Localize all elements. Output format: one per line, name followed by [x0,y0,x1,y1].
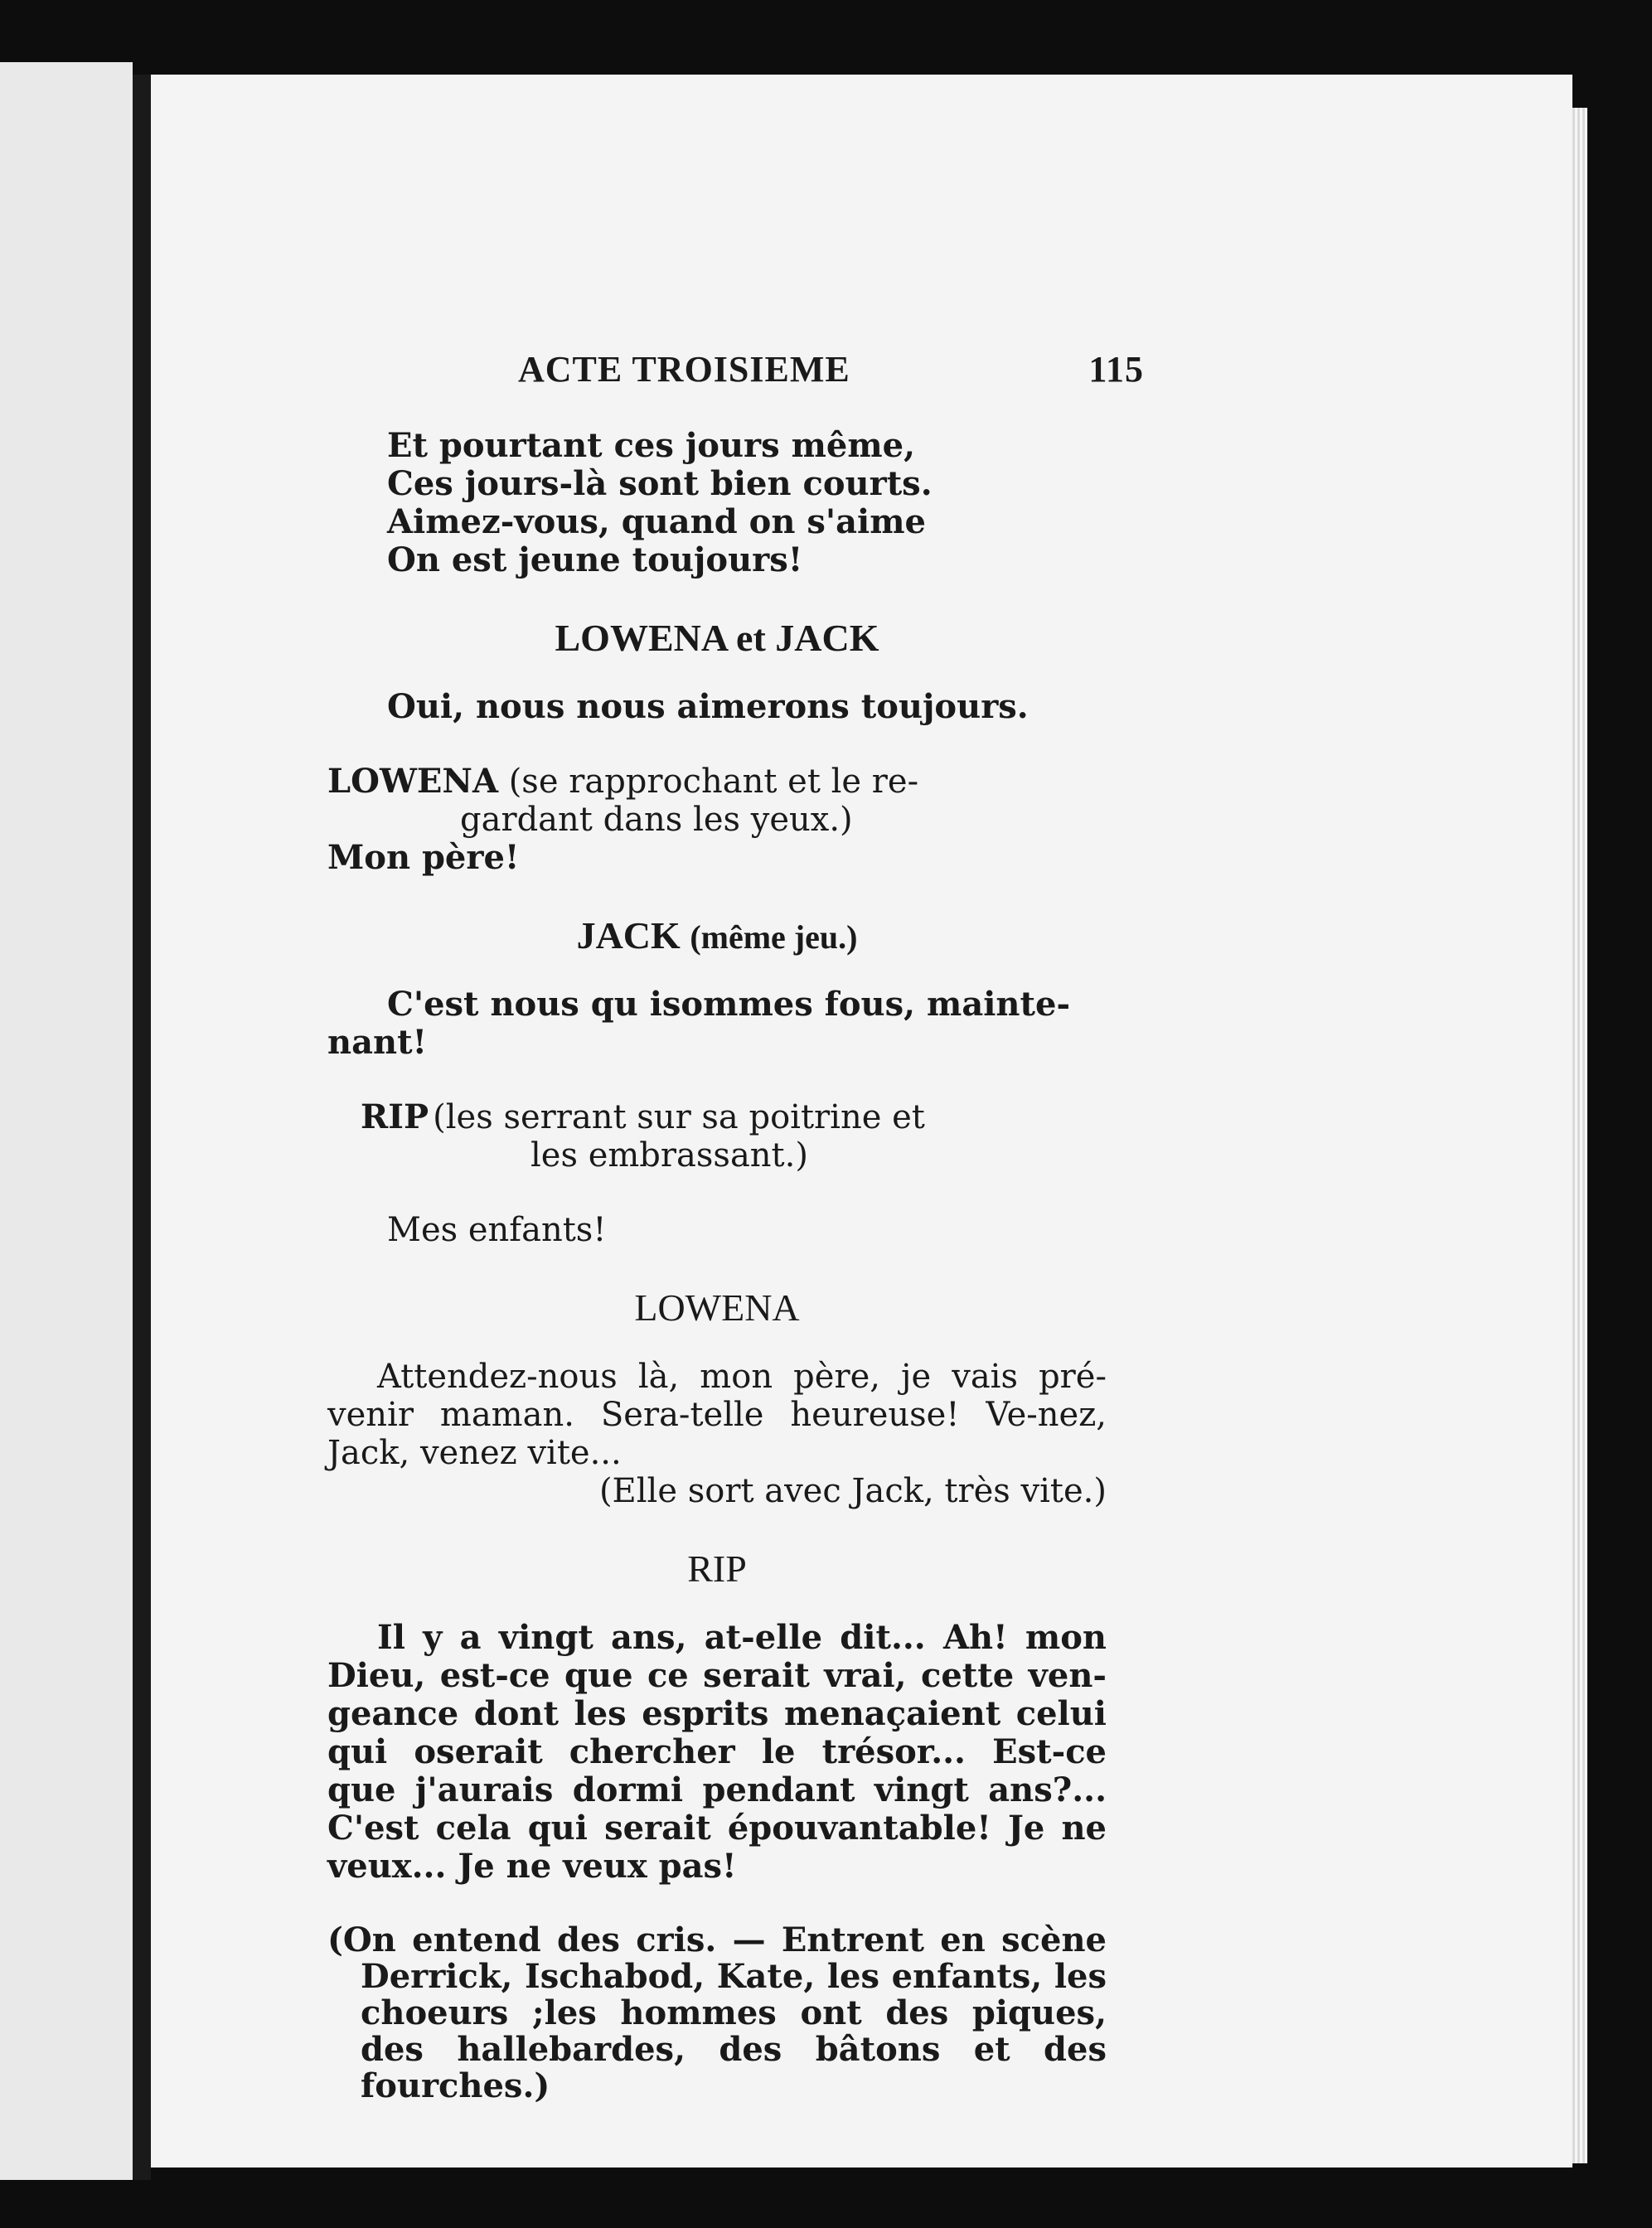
running-header [518,348,1144,390]
dialogue-paragraph: Il y a vingt ans, at-elle dit... Ah! mon Dieu, est-ce que ce serait vrai, cette ven-geance dont les esprits menaçaient celui qui oserait chercher le trésor... Est-ce que j'aurais dormi pendant vingt ans?... C'est cela qui serait épouvantable! Je ne veux... Je ne veux pas! [327,1618,1107,1886]
speaker-name: LOWENA [327,762,498,801]
dialogue-line: Mes enfants! [387,1211,607,1249]
page-stack-edge [1572,108,1587,2163]
verse-line: Ces jours-là sont bien courts. [387,464,933,503]
verse-stanza [387,427,1107,579]
verse-line: Et pourtant ces jours même, [387,426,916,465]
stage-direction: (même jeu.) [690,918,858,956]
running-title: ACTE TROISIEME [518,349,850,390]
dialogue-paragraph: Attendez-nous là, mon père, je vais pré-venir maman. Sera-telle heureuse! Ve-nez, Jack, venez vite... [327,1358,1107,1472]
dialogue-line: C'est nous qu isommes fous, mainte- [387,985,1071,1024]
dialogue-line: Mon père! [327,838,520,877]
stage-direction: (se rapprochant et le re- [508,763,919,801]
stage-direction: les embrassant.) [530,1136,808,1175]
page-text [327,348,1144,2105]
dialogue-block [327,1098,1107,1249]
verse-line: Aimez-vous, quand on s'aime [387,502,926,541]
stage-direction: (Elle sort avec Jack, très vite.) [598,1472,1107,1510]
speaker-name: LOWENA [634,1286,800,1329]
stage-direction: (On entend des cris. — Entrent en scène Derrick, Ischabod, Kate, les enfants, les choeurs ;les hommes ont des piques, des hallebardes, des bâtons et des fourches.) [327,1920,1107,2105]
previous-page-edge [0,62,133,2180]
page-number: 115 [1088,349,1144,390]
speaker-name: RIP [687,1547,747,1590]
dialogue-line: Oui, nous nous aimerons toujours. [387,687,1029,726]
stage-direction: (les serrant sur sa poitrine et [433,1098,925,1136]
speaker-name: RIP [361,1097,429,1136]
verse-line: On est jeune toujours! [387,540,803,579]
stage-direction: gardant dans les yeux.) [460,801,853,839]
speaker-name: JACK [576,914,681,957]
dialogue-line: nant! [327,1023,428,1062]
dialogue-block [327,763,1107,877]
speaker-name: LOWENA et JACK [555,617,879,659]
book-gutter [133,75,151,2180]
speaker-heading [327,913,1107,957]
